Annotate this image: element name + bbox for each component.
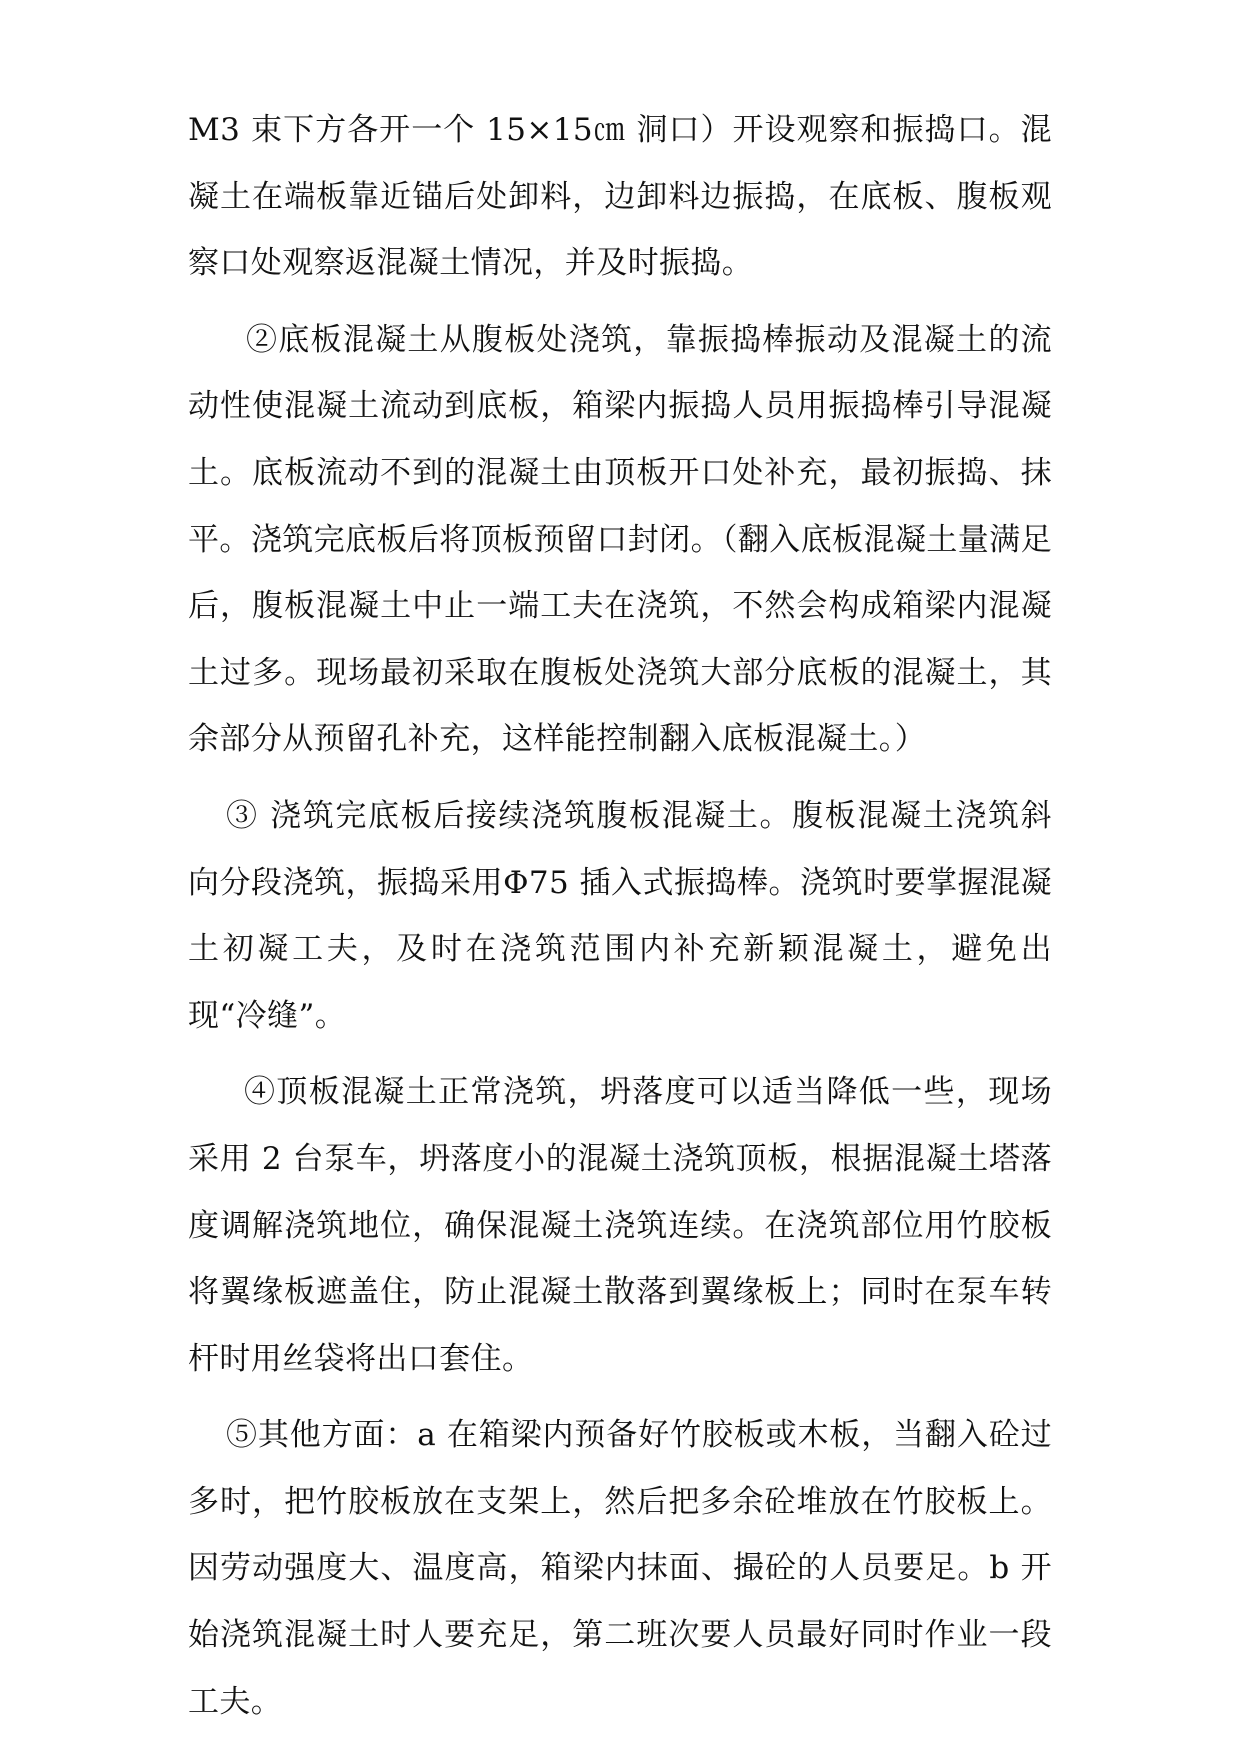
paragraph-1: M3 束下方各开一个 15×15㎝ 洞口）开设观察和振捣口。混凝土在端板靠近锚后处卸料，边卸料边振捣，在底板、腹板观察口处观察返混凝土情况，并及时振捣。 bbox=[188, 112, 1052, 282]
paragraph-3: ③ 浇筑完底板后接续浇筑腹板混凝土。腹板混凝土浇筑斜向分段浇筑，振捣采用Φ75 插入式振捣棒。浇筑时要掌握混凝土初凝工夫，及时在浇筑范围内补充新颖混凝土，避免出现“冷缝”。 bbox=[188, 797, 1052, 1034]
document-body bbox=[188, 97, 1052, 1735]
paragraph-5: ⑤其他方面：a 在箱梁内预备好竹胶板或木板，当翻入砼过多时，把竹胶板放在支架上，然后把多余砼堆放在竹胶板上。因劳动强度大、温度高，箱梁内抹面、撮砼的人员要足。b 开始浇筑混凝土时人要充足，第二班次要人员最好同时作业一段工夫。 bbox=[188, 1417, 1052, 1720]
paragraph-4: ④顶板混凝土正常浇筑，坍落度可以适当降低一些，现场采用 2 台泵车，坍落度小的混凝土浇筑顶板，根据混凝土塔落度调解浇筑地位，确保混凝土浇筑连续。在浇筑部位用竹胶板将翼缘板遮盖住，防止混凝土散落到翼缘板上；同时在泵车转杆时用丝袋将出口套住。 bbox=[188, 1074, 1052, 1377]
paragraph-2: ②底板混凝土从腹板处浇筑，靠振捣棒振动及混凝土的流动性使混凝土流动到底板，箱梁内振捣人员用振捣棒引导混凝土。底板流动不到的混凝土由顶板开口处补充，最初振捣、抹平。浇筑完底板后将顶板预留口封闭。（翻入底板混凝土量满足后，腹板混凝土中止一端工夫在浇筑，不然会构成箱梁内混凝土过多。现场最初采取在腹板处浇筑大部分底板的混凝土，其余部分从预留孔补充，这样能控制翻入底板混凝土。） bbox=[188, 321, 1052, 758]
